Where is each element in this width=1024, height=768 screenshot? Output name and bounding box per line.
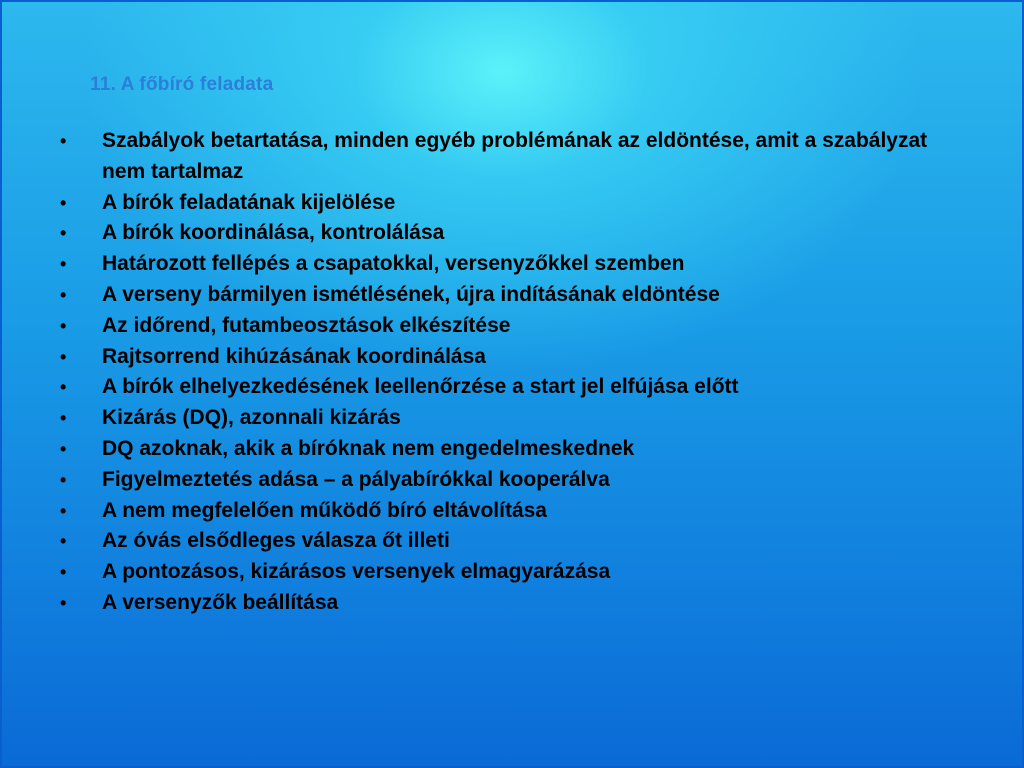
bullet-dot-icon: • — [60, 315, 67, 336]
bullet-dot-icon: • — [60, 131, 67, 151]
bullet-text: A bírók koordinálása, kontrolálása — [102, 221, 445, 245]
bullet-list — [60, 126, 960, 619]
bullet-item — [60, 403, 960, 434]
bullet-item — [60, 465, 960, 496]
bullet-text: Szabályok betartatása, minden egyéb problémának az eldöntése, amit a szabályzat nem tartalmaz — [102, 129, 928, 183]
bullet-dot-icon: • — [60, 408, 67, 429]
bullet-text: Rajtsorrend kihúzásának koordinálása — [102, 344, 486, 368]
bullet-text: Az óvás elsődleges válasza őt illeti — [102, 529, 450, 553]
bullet-dot-icon: • — [60, 192, 67, 213]
bullet-text: A verseny bármilyen ismétlésének, újra indításának eldöntése — [102, 282, 720, 306]
bullet-text: Az időrend, futambeosztások elkészítése — [102, 313, 511, 337]
bullet-text: Figyelmeztetés adása – a pályabírókkal kooperálva — [102, 467, 610, 491]
bullet-item — [60, 434, 960, 465]
bullet-item — [60, 557, 960, 588]
bullet-item — [60, 280, 960, 311]
bullet-dot-icon: • — [60, 531, 67, 552]
bullet-dot-icon: • — [60, 438, 67, 459]
bullet-text: DQ azoknak, akik a bíróknak nem engedelmeskednek — [102, 436, 635, 460]
slide-title: 11. A főbíró feladata — [90, 74, 274, 95]
bullet-dot-icon: • — [60, 346, 67, 367]
bullet-text: A versenyzők beállítása — [102, 590, 339, 614]
bullet-item — [60, 342, 960, 373]
bullet-item — [60, 188, 960, 219]
bullet-text: Kizárás (DQ), azonnali kizárás — [102, 406, 401, 430]
bullet-dot-icon: • — [60, 254, 67, 275]
bullet-text: A bírók elhelyezkedésének leellenőrzése a start jel elfújása előtt — [102, 375, 739, 399]
bullet-item — [60, 218, 960, 249]
bullet-dot-icon: • — [60, 377, 67, 398]
bullet-dot-icon: • — [60, 592, 67, 613]
bullet-item — [60, 526, 960, 557]
bullet-dot-icon: • — [60, 500, 67, 521]
bullet-dot-icon: • — [60, 562, 67, 583]
bullet-item — [60, 126, 960, 188]
bullet-text: A nem megfelelően működő bíró eltávolítása — [102, 498, 547, 522]
bullet-item — [60, 372, 960, 403]
bullet-text: Határozott fellépés a csapatokkal, versenyzőkkel szemben — [102, 252, 685, 276]
bullet-dot-icon: • — [60, 469, 67, 490]
bullet-dot-icon: • — [60, 284, 67, 305]
bullet-item — [60, 496, 960, 527]
bullet-text: A bírók feladatának kijelölése — [102, 190, 396, 214]
bullet-item — [60, 249, 960, 280]
bullet-dot-icon: • — [60, 223, 67, 244]
bullet-item — [60, 311, 960, 342]
bullet-text: A pontozásos, kizárásos versenyek elmagyarázása — [102, 560, 611, 584]
bullet-item — [60, 588, 960, 619]
